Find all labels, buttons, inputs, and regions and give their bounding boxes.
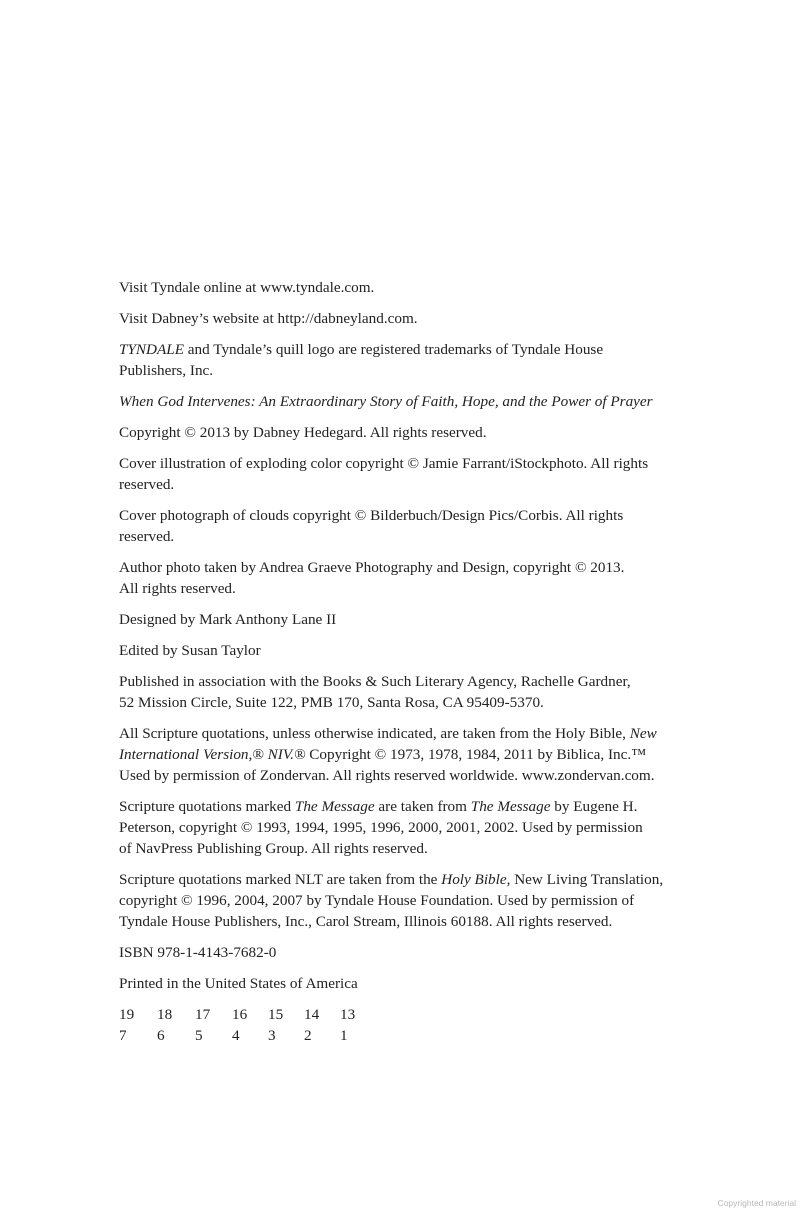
- book-title: When God Intervenes: An Extraordinary Story of Faith, Hope, and the Power of Prayer: [119, 393, 653, 410]
- author-photo-credit: Author photo taken by Andrea Graeve Photography and Design, copyright © 2013. All rights reserved.: [119, 559, 625, 597]
- literary-agency-notice: Published in association with the Books & Such Literary Agency, Rachelle Gardner, 52 Mission Circle, Suite 122, PMB 170, Santa Rosa, CA 95409-5370.: [119, 673, 631, 711]
- print-year: 17: [195, 1006, 211, 1023]
- print-run: 2: [304, 1027, 312, 1044]
- copyrighted-material-watermark: Copyrighted material: [717, 1198, 796, 1208]
- nlt-permission-notice: Scripture quotations marked NLT are taken from the Holy Bible, New Living Translation, copyright © 1996, 2004, 2007 by Tyndale House Foundation. Used by permission of Tyndale House Publishers, Inc., Carol Stream, Illinois 60188. All rights reserved.: [119, 871, 664, 930]
- dabney-website-line: Visit Dabney’s website at http://dabneyland.com.: [119, 310, 418, 327]
- print-run: 7: [119, 1027, 127, 1044]
- print-run: 4: [232, 1027, 240, 1044]
- trademark-notice: TYNDALE and Tyndale’s quill logo are registered trademarks of Tyndale House Publishers, Inc.: [119, 341, 604, 379]
- copyright-page-text: [119, 277, 699, 1046]
- print-run: 3: [268, 1027, 276, 1044]
- niv-permission-notice: All Scripture quotations, unless otherwise indicated, are taken from the Holy Bible, New International Version,® NIV.® Copyright © 1973, 1978, 1984, 2011 by Biblica, Inc.™ Used by permission of Zondervan. All rights reserved worldwide. www.zondervan.com.: [119, 725, 657, 784]
- designer-credit: Designed by Mark Anthony Lane II: [119, 611, 337, 628]
- print-run: 6: [157, 1027, 165, 1044]
- print-year: 18: [157, 1006, 173, 1023]
- print-year: 19: [119, 1006, 135, 1023]
- message-permission-notice: Scripture quotations marked The Message are taken from The Message by Eugene H. Peterson, copyright © 1993, 1994, 1995, 1996, 2000, 2001, 2002. Used by permission of NavPress Publishing Group. All rights reserved.: [119, 798, 643, 857]
- tyndale-trademark-word: TYNDALE: [119, 341, 184, 358]
- print-year: 15: [268, 1006, 284, 1023]
- print-run: 1: [340, 1027, 348, 1044]
- printing-line: [119, 1004, 699, 1046]
- printed-in-line: Printed in the United States of America: [119, 975, 358, 992]
- editor-credit: Edited by Susan Taylor: [119, 642, 261, 659]
- cover-illustration-credit: Cover illustration of exploding color copyright © Jamie Farrant/iStockphoto. All rights reserved.: [119, 455, 649, 493]
- print-year: 14: [304, 1006, 320, 1023]
- tyndale-website-line: Visit Tyndale online at www.tyndale.com.: [119, 279, 375, 296]
- cover-photo-credit: Cover photograph of clouds copyright © Bilderbuch/Design Pics/Corbis. All rights reserved.: [119, 507, 624, 545]
- copyright-line: Copyright © 2013 by Dabney Hedegard. All rights reserved.: [119, 424, 487, 441]
- print-run: 5: [195, 1027, 203, 1044]
- isbn-line: ISBN 978-1-4143-7682-0: [119, 944, 277, 961]
- print-year: 13: [340, 1006, 356, 1023]
- print-year: 16: [232, 1006, 248, 1023]
